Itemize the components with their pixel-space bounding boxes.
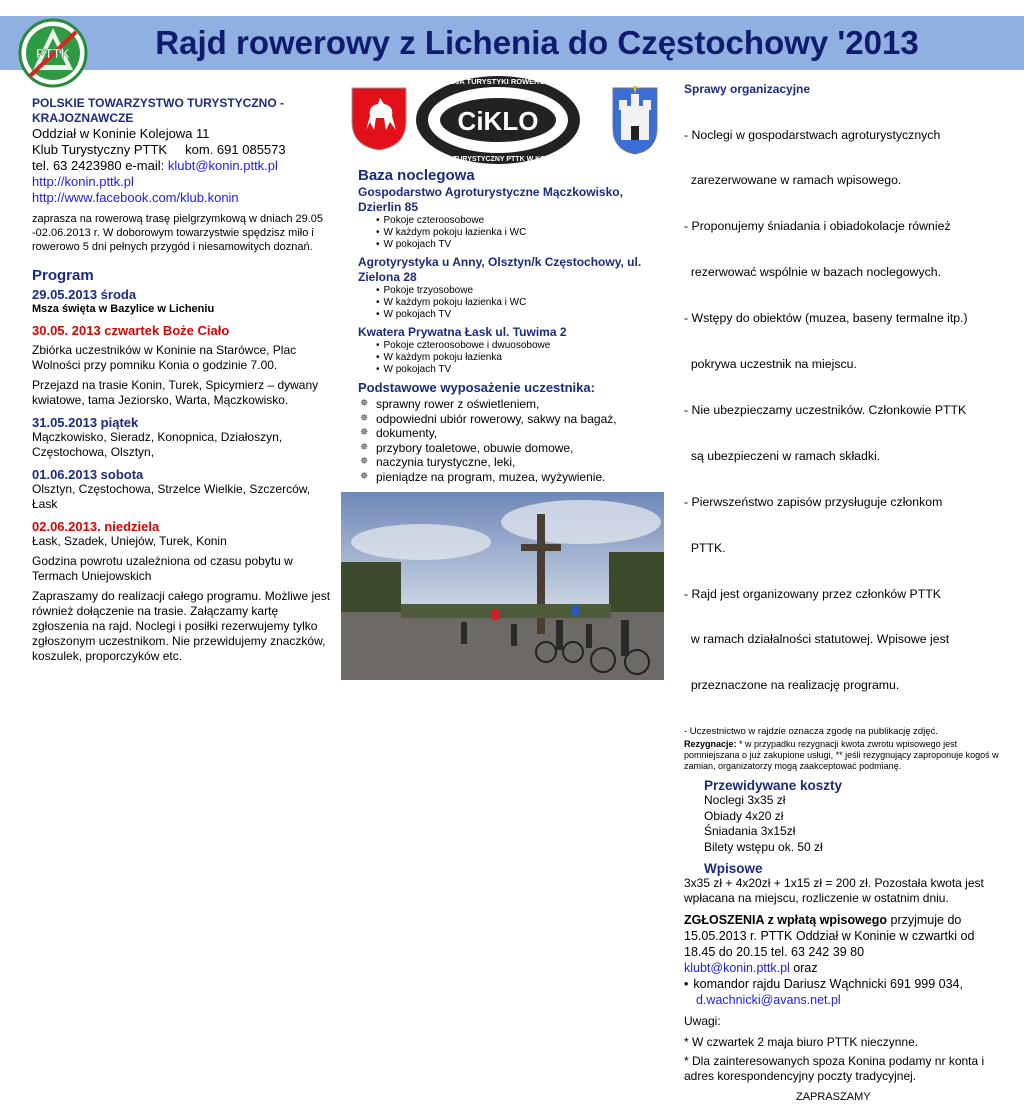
left-column <box>32 96 332 664</box>
day2-title: 30.05. 2013 czwartek Boże Ciało <box>32 323 230 338</box>
program-heading: Program <box>32 267 94 284</box>
list-item: ✵ dokumenty, <box>358 426 658 441</box>
cost-line: Śniadania 3x15zł <box>704 824 796 839</box>
org-lines <box>684 97 1004 724</box>
day3-title: 31.05.2013 piątek <box>32 415 139 430</box>
org-line: - Proponujemy śniadania i obiadokolacje również <box>684 219 951 234</box>
org-facebook-link[interactable]: http://www.facebook.com/klub.konin <box>32 190 239 205</box>
list-item: • W pokojach TV <box>386 364 658 376</box>
ciklo-top-text: SEKCJA TURYSTYKI ROWEROWEJ <box>434 77 562 86</box>
cost-line: Obiady 4x20 zł <box>704 808 784 823</box>
list-item: • W każdym pokoju łazienka i WC <box>386 227 658 239</box>
org-line: PTTK. <box>684 540 726 555</box>
ciklo-bottom-text: KLUB TURYSTYCZNY PTTK W KONINIE <box>431 156 565 163</box>
pttk-logo-icon <box>18 18 88 88</box>
costs-heading: Przewidywane koszty <box>704 778 843 794</box>
registration-text <box>684 912 1004 960</box>
registration-email-link[interactable]: klubt@konin.pttk.pl <box>684 961 790 976</box>
org-line: - Nie ubezpieczamy uczestników. Członkowie PTTK <box>684 402 967 417</box>
equipment-list <box>358 397 658 484</box>
cost-line: Bilety wstępu ok. 50 zł <box>704 839 823 854</box>
note-1: * W czwartek 2 maja biuro PTTK nieczynne. <box>684 1035 919 1050</box>
day2-p1: Zbiórka uczestników w Koninie na Starówce, Plac Wolności przy pomniku Konia o godzinie 7.00. <box>32 343 297 372</box>
registration-email-suffix: oraz <box>789 961 818 976</box>
program-note: Zapraszamy do realizacji całego programu. Możliwe jest również dołączenie na trasie. Załączamy kartę zgłoszenia na rajd. Noclegi i posiłki rezerwujemy tylko zgłoszonym uczestnikom. Nie przewidujemy znaczków, koszulek, proporczyków etc. <box>32 589 331 663</box>
registration-body: przyjmuje do 15.05.2013 r. PTTK Oddział w Koninie w czwartki od 18.45 do 20.15 tel. 63 242 39 80 <box>684 913 975 960</box>
cost-line: Noclegi 3x35 zł <box>704 793 786 808</box>
lodging-place2-name: Agrotyrystyka u Anny, Olsztyn/k Częstochowy, ul. Zielona 28 <box>358 255 642 284</box>
list-item: ✵ przybory toaletowe, obuwie domowe, <box>358 441 658 456</box>
lodging-place3-list <box>358 340 658 376</box>
closing-text: ZAPRASZAMY <box>796 1091 871 1104</box>
day1-title: 29.05.2013 środa <box>32 287 137 302</box>
list-item: • W każdym pokoju łazienka <box>386 352 658 364</box>
day5-p2: Godzina powrotu uzależniona od czasu pobytu w Termach Uniejowskich <box>32 554 293 583</box>
registration-email-line <box>684 960 1004 976</box>
commander-text: komandor rajdu Dariusz Wąchnicki 691 999 034, <box>693 977 963 992</box>
lodging-heading: Baza noclegowa <box>358 167 475 184</box>
list-item: ✵ naczynia turystyczne, leki, <box>358 455 658 470</box>
day2-p2: Przejazd na trasie Konin, Turek, Spicymierz – dywany kwiatowe, tama Jeziorsko, Warta, Mączkowisko. <box>32 378 319 407</box>
org-www-link[interactable]: http://konin.pttk.pl <box>32 174 134 189</box>
day4-text: Olsztyn, Częstochowa, Strzelce Wielkie, Szczerców, Łask <box>32 482 311 511</box>
registration-bold: ZGŁOSZENIA z wpłatą wpisowego <box>684 913 888 928</box>
org-line: pokrywa uczestnik na miejscu. <box>684 357 857 372</box>
org-contact <box>32 158 332 174</box>
org-club: Klub Turystyczny PTTK kom. 691 085573 <box>32 142 286 157</box>
event-photo <box>341 492 664 680</box>
org-line: - Wstępy do obiektów (muzea, baseny termalne itp.) <box>684 311 968 326</box>
logo-text: PTTK <box>36 46 70 61</box>
org-invite: zaprasza na rowerową trasę pielgrzymkową w dniach 29.05 -02.06.2013 r. W doborowym towarzystwie spędzisz miło i rowerowo 5 dni pełnych przygód i niesamowitych doznań. <box>32 213 324 253</box>
list-item: • W pokojach TV <box>386 239 658 251</box>
org-line: - Pierwszeństwo zapisów przysługuje członkom <box>684 494 943 509</box>
list-item: • Pokoje trzyosobowe <box>386 285 658 297</box>
list-item: • Pokoje czteroosobowe <box>386 215 658 227</box>
bullet: • <box>684 977 689 992</box>
commander-line <box>684 976 1004 992</box>
day5-title: 02.06.2013. niedziela <box>32 519 160 534</box>
page-title: Rajd rowerowy z Lichenia do Częstochowy '2013 <box>155 24 919 61</box>
consent-text: - Uczestnictwo w rajdzie oznacza zgodę na publikację zdjęć. <box>684 726 938 738</box>
lodging-place1-name: Gospodarstwo Agroturystyczne Mączkowisko, Dzierlin 85 <box>358 185 623 214</box>
list-item: ✵ pieniądze na program, muzea, wyżywienie. <box>358 470 658 485</box>
konin-crest-icon <box>611 86 659 156</box>
resignation-body: * w przypadku rezygnacji kwota zwrotu wpisowego jest pomniejszana o już zakupione usługi, ** jeśli rezygnujący zaproponuje kogoś w zamian, organizatorzy mogą zaakceptować podmianę. <box>684 739 999 772</box>
org-tel: tel. 63 2423980 e-mail: <box>32 158 168 173</box>
org-line: - Noclegi w gospodarstwach agroturystycznych <box>684 127 941 142</box>
lodging-place2-list <box>358 285 658 321</box>
list-item: • W każdym pokoju łazienka i WC <box>386 297 658 309</box>
day4-title: 01.06.2013 sobota <box>32 467 144 482</box>
day1-text: Msza święta w Bazylice w Licheniu <box>32 303 215 315</box>
notes-heading: Uwagi: <box>684 1014 721 1029</box>
org-email-link[interactable]: klubt@konin.pttk.pl <box>167 158 278 173</box>
equipment-heading: Podstawowe wyposażenie uczestnika: <box>358 380 595 395</box>
list-item: ✵ sprawny rower z oświetleniem, <box>358 397 658 412</box>
ciklo-logo-icon <box>414 74 582 166</box>
org-line: rezerwować wspólnie w bazach noclegowych. <box>684 265 941 280</box>
org-line: - Rajd jest organizowany przez członków PTTK <box>684 586 941 601</box>
resignation-label: Rezygnacje: <box>684 739 737 750</box>
day3-text: Mączkowisko, Sieradz, Konopnica, Działoszyn, Częstochowa, Olsztyn, <box>32 430 283 459</box>
wielkopolska-crest-icon <box>350 86 408 152</box>
lodging-place1-list <box>358 215 658 251</box>
right-column <box>684 82 1004 1104</box>
resignation-text <box>684 739 1004 772</box>
org-branch: Oddział w Koninie Kolejowa 11 <box>32 126 210 141</box>
fee-text: 3x35 zł + 4x20zł + 1x15 zł = 200 zł. Pozostała kwota jest wpłacana na miejscu, rozliczenie w ostatnim dniu. <box>684 876 984 906</box>
list-item: ✵ odpowiedni ubiór rowerowy, sakwy na bagaż, <box>358 412 658 427</box>
org-line: w ramach działalności statutowej. Wpisowe jest <box>684 632 950 647</box>
middle-column <box>358 168 658 484</box>
org-line: są ubezpieczeni w ramach składki. <box>684 448 881 463</box>
list-item: • Pokoje czteroosobowe i dwuosobowe <box>386 340 658 352</box>
costs-section <box>684 778 1004 876</box>
day5-text: Łask, Szadek, Uniejów, Turek, Konin <box>32 534 227 548</box>
commander-email-link[interactable]: d.wachnicki@avans.net.pl <box>696 993 841 1008</box>
org-heading: Sprawy organizacyjne <box>684 82 811 96</box>
ciklo-mid-text: CiKLO <box>457 106 539 136</box>
note-2: * Dla zainteresowanych spoza Konina podamy nr konta i adres korespondencyjny poczty tradycyjnej. <box>684 1054 985 1084</box>
org-line: zarezerwowane w ramach wpisowego. <box>684 173 902 188</box>
fee-heading: Wpisowe <box>704 861 763 877</box>
list-item: • W pokojach TV <box>386 309 658 321</box>
org-name: POLSKIE TOWARZYSTWO TURYSTYCZNO - KRAJOZNAWCZE <box>32 96 284 125</box>
lodging-place3-name: Kwatera Prywatna Łask ul. Tuwima 2 <box>358 325 567 339</box>
org-line: przeznaczone na realizację programu. <box>684 678 900 693</box>
